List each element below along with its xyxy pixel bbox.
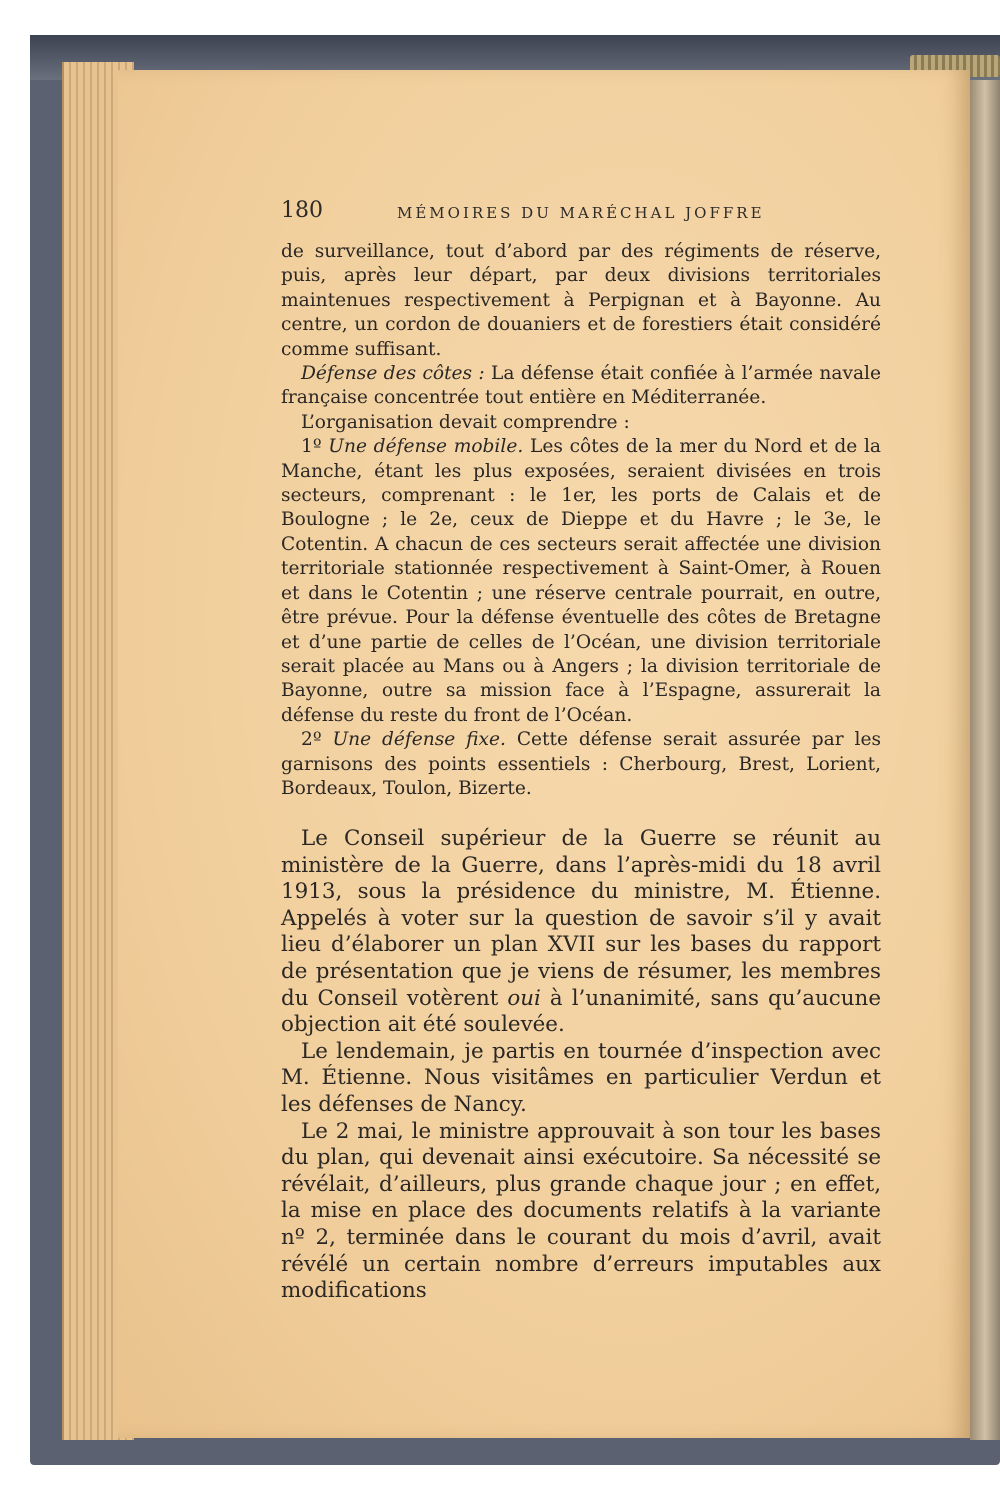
paragraph — [281, 362, 881, 411]
italic-heading: Une défense fixe. — [332, 729, 506, 751]
paragraph-text: Cette défense serait assurée par les garnisons des points essentiels : Cherbourg, Brest, Lorient, Bordeaux, Toulon, Bizerte. — [281, 729, 881, 799]
list-number: 2º — [301, 729, 333, 751]
paragraph-text: La défense était confiée à l’armée navale française concentrée tout entière en Méditerranée. — [281, 363, 882, 409]
list-number: 1º — [301, 436, 329, 458]
page-number: 180 — [281, 198, 323, 223]
page-header — [281, 198, 881, 228]
paragraph — [281, 728, 881, 801]
italic-heading: Une défense mobile. — [328, 436, 524, 458]
paragraph-text: à l’unanimité, sans qu’aucune objection ait été soulevée. — [281, 985, 881, 1038]
paragraph-text: Le Conseil supérieur de la Guerre se réunit au ministère de la Guerre, dans l’après-midi du 18 avril 1913, sous la présidence du ministre, M. Étienne. Appelés à voter sur la question de savoir s’il y avait lieu d’élaborer un plan XVII sur les bases du rapport de présentation que je viens de résumer, les membres du Conseil votèrent — [281, 826, 881, 1011]
paragraph — [281, 826, 881, 1039]
running-title: MÉMOIRES DU MARÉCHAL JOFFRE — [397, 204, 765, 222]
paragraph: de surveillance, tout d’abord par des régiments de réserve, puis, après leur départ, par deux divisions territoriales maintenues respectivement à Perpignan et à Bayonne. Au centre, un cordon de douaniers et de forestiers était considéré comme suffisant. — [281, 241, 881, 360]
book-gutter — [970, 80, 1000, 1440]
paragraph: Le lendemain, je partis en tournée d’inspection avec M. Étienne. Nous visitâmes en particulier Verdun et les défenses de Nancy. — [281, 1038, 881, 1117]
paragraph: Le 2 mai, le ministre approuvait à son tour les bases du plan, qui devenait ainsi exécutoire. Sa nécessité se révélait, d’ailleurs, plus grande chaque jour ; en effet, la mise en place des documents relatifs à la variante nº 2, terminée dans le courant du mois d’avril, avait révélé un certain nombre d’erreurs imputables aux modifications — [281, 1118, 881, 1304]
small-text-block — [281, 240, 881, 801]
paragraph: L’organisation devait comprendre : — [301, 411, 630, 433]
large-text-block — [281, 826, 881, 1305]
italic-heading: Défense des côtes : — [301, 363, 485, 385]
paragraph-text: Les côtes de la mer du Nord et de la Manche, étant les plus exposées, seraient divisées en trois secteurs, comprenant : le 1er, les ports de Calais et de Boulogne ; le 2e, ceux de Dieppe et du Havre ; le 3e, le Cotentin. A chacun de ces secteurs serait affectée une division territoriale stationnée respectivement à Saint-Omer, à Rouen et dans le Cotentin ; une réserve centrale pourrait, en outre, être prévue. Pour la défense éventuelle des côtes de Bretagne et d’une partie de celles de l’Océan, une division territoriale serait placée au Mans ou à Angers ; la division territoriale de Bayonne, outre sa mission face à l’Espagne, assurerait la défense du reste du front de l’Océan. — [281, 436, 881, 726]
paragraph — [281, 435, 881, 728]
italic-word: oui — [507, 985, 541, 1011]
